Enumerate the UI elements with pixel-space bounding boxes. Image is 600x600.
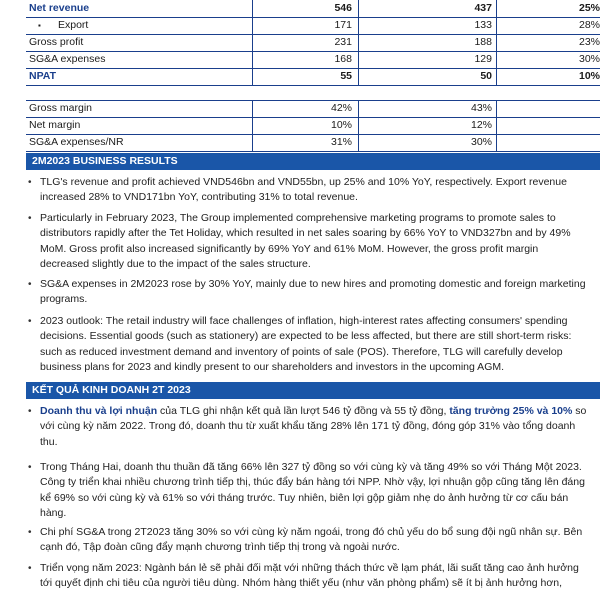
vn-text: của TLG ghi nhận kết quả lần lượt 546 tỷ đồng và 55 tỷ đồng, — [157, 405, 450, 417]
column-divider — [358, 0, 359, 85]
column-divider — [252, 100, 253, 151]
bullet-icon: • — [28, 406, 32, 417]
row-label: SG&A expenses/NR — [29, 136, 124, 148]
bullet-icon: • — [28, 177, 32, 188]
cell-v2: 12% — [470, 119, 492, 131]
row-label: Gross profit — [29, 36, 84, 48]
cell-v2: 30% — [470, 136, 492, 148]
bullet-icon: • — [28, 527, 32, 538]
row-label: Gross margin — [29, 102, 93, 114]
section-title-english: 2M2023 BUSINESS RESULTS — [26, 153, 600, 170]
english-paragraph-4: 2023 outlook: The retail industry will face challenges of inflation, high-interest rates affecting consumers' spending decisions. Essential goods (such as stationery) are expected to be less affected, but there are still short-term risks: such as reduced investment demand and inventory of points of sale (POS). Therefore, TLG will carefully develop business plans for 2023 and kindly present to our shareholders and investors in the upcoming AGM. — [40, 315, 572, 374]
english-paragraph-3: SG&A expenses in 2M2023 rose by 30% YoY, mainly due to new hires and promoting domestic and foreign marketing programs. — [40, 278, 586, 306]
table-row — [26, 68, 600, 86]
cell-v1: 168 — [334, 53, 352, 65]
cell-v2: 50 — [480, 70, 492, 82]
bullet-icon: • — [28, 316, 32, 327]
vietnamese-paragraph-4: Triển vọng năm 2023: Ngành bán lẻ sẽ phải đối mặt với những thách thức về lạm phát, lãi suất tăng cao ảnh hưởng tới quyết định chi tiêu của người tiêu dùng. Nhóm hàng thiết yếu (như văn phòng phẩm) sẽ ít bị ảnh hưởng hơn, — [40, 562, 579, 590]
row-label: NPAT — [29, 70, 57, 82]
vietnamese-paragraph-3: Chi phí SG&A trong 2T2023 tăng 30% so với cùng kỳ năm ngoái, trong đó chủ yếu do bổ sung đội ngũ nhân sự. Bên cạnh đó, Tập đoàn cũng đẩy mạnh chương trình tiếp thị trong và ngoài nước. — [40, 526, 583, 554]
vietnamese-paragraph-1 — [40, 404, 588, 450]
cell-v1: 31% — [330, 136, 352, 148]
cell-v1: 10% — [330, 119, 352, 131]
cell-v3: 30% — [578, 53, 600, 65]
cell-v2: 188 — [474, 36, 492, 48]
english-paragraph-2: Particularly in February 2023, The Group implemented comprehensive marketing programs to promote sales to distributors rapidly after the Tet Holiday, which resulted in net sales soaring by 66% YoY to VND327bn and by 49% MoM. Gross profit also increased significantly by 69% YoY and 61% MoM. However, the gross profit margin decreased slightly due to the impact of the sales structure. — [40, 212, 571, 271]
cell-v2: 129 — [474, 53, 492, 65]
row-label: SG&A expenses — [29, 53, 106, 65]
vn-highlight-revenue-profit: Doanh thu và lợi nhuận — [40, 405, 158, 417]
bullet-icon: • — [28, 213, 32, 224]
cell-v1: 546 — [334, 2, 352, 14]
table-row — [26, 0, 600, 18]
cell-v2: 43% — [470, 102, 492, 114]
bullet-icon: • — [28, 462, 32, 473]
table-row — [26, 17, 600, 35]
vietnamese-paragraph-2: Trong Tháng Hai, doanh thu thuần đã tăng 66% lên 327 tỷ đồng so với cùng kỳ và tăng 49% so với Tháng Một 2023. Công ty triển khai nhiều chương trình tiếp thị, thúc đẩy bán hàng tới NPP. Nhờ vậy, lợi nhuận gộp cũng tăng lên đáng kể 69% so với cùng kỳ và 61% so với tháng trước. Tuy nhiên, biên lợi gộp giảm nhẹ do ảnh hưởng từ cơ cấu bán hàng. — [40, 461, 585, 520]
cell-v3: 28% — [578, 19, 600, 31]
table-row — [26, 34, 600, 52]
cell-v1: 42% — [330, 102, 352, 114]
row-label: Net revenue — [29, 2, 90, 14]
column-divider — [496, 100, 497, 151]
table-row — [26, 51, 600, 69]
vn-text: so với cùng kỳ năm 2022. Trong đó, doanh thu từ xuất khẩu tăng 28% lên 171 tỷ đồng, đóng góp 31% vào tổng doanh thu. — [40, 405, 587, 448]
bullet-icon: • — [28, 279, 32, 290]
column-divider — [496, 0, 497, 85]
section-title-vietnamese: KẾT QUẢ KINH DOANH 2T 2023 — [26, 382, 600, 399]
cell-v1: 231 — [334, 36, 352, 48]
square-bullet-icon: ▪ — [38, 21, 41, 30]
table-row — [26, 100, 600, 118]
vn-highlight-growth: tăng trưởng 25% và 10% — [449, 405, 573, 417]
cell-v1: 55 — [340, 70, 352, 82]
column-divider — [252, 0, 253, 85]
cell-v1: 171 — [334, 19, 352, 31]
cell-v2: 437 — [474, 2, 492, 14]
row-label: Export — [58, 19, 89, 31]
table-row — [26, 134, 600, 152]
cell-v3: 25% — [578, 2, 600, 14]
cell-v3: 10% — [578, 70, 600, 82]
row-label: Net margin — [29, 119, 81, 131]
table-row — [26, 117, 600, 135]
english-paragraph-1: TLG's revenue and profit achieved VND546bn and VND55bn, up 25% and 10% YoY, respectively. Export revenue increased 28% to VND171bn YoY, contributing 31% to total revenue. — [40, 176, 567, 204]
bullet-icon: • — [28, 563, 32, 574]
cell-v2: 133 — [474, 19, 492, 31]
column-divider — [358, 100, 359, 151]
cell-v3: 23% — [578, 36, 600, 48]
